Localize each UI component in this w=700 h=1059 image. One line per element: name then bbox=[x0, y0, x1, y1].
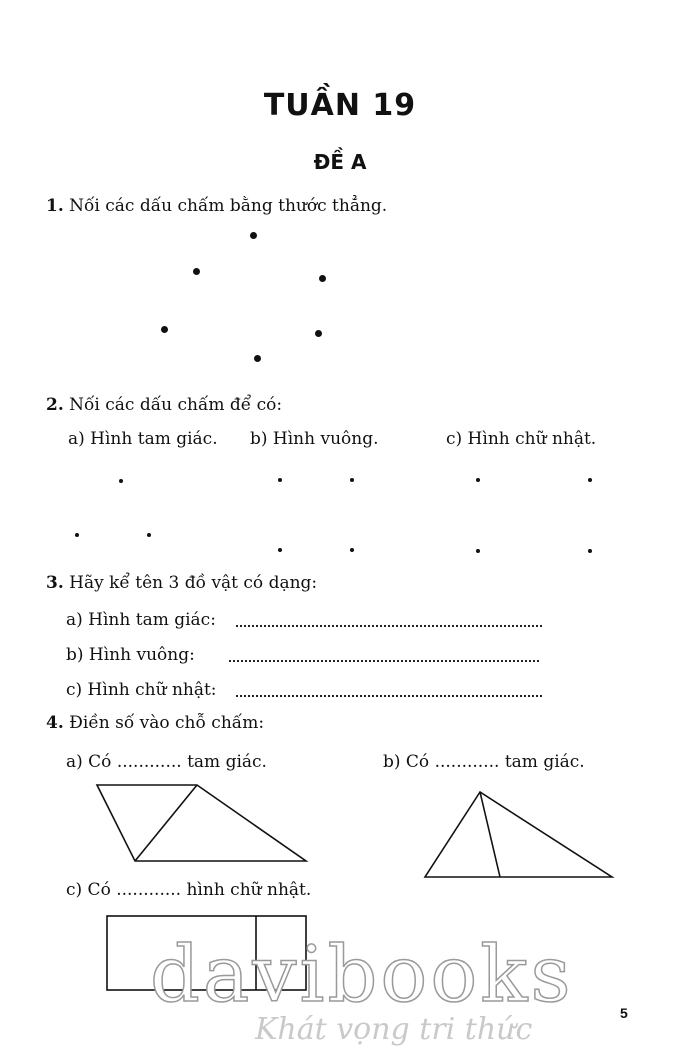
q4c-blank[interactable]: ............ bbox=[116, 880, 182, 900]
figure-4a-outline bbox=[97, 785, 306, 861]
page-number: 5 bbox=[620, 1005, 628, 1021]
q4b-prefix: b) Có bbox=[383, 752, 430, 772]
q4c-prefix: c) Có bbox=[66, 880, 111, 900]
question-4-number: 4. bbox=[46, 713, 64, 733]
figure-4b-triangles bbox=[425, 792, 612, 877]
question-2-option-b: b) Hình vuông. bbox=[250, 429, 379, 449]
question-3-option-b: b) Hình vuông: bbox=[66, 645, 195, 665]
q4c-suffix: hình chữ nhật. bbox=[186, 880, 312, 900]
watermark-slogan: Khát vọng tri thức bbox=[255, 1012, 533, 1047]
watermark-brand: davibooks bbox=[150, 930, 574, 1020]
figure-4b-divider bbox=[480, 792, 500, 877]
question-3-text: Hãy kể tên 3 đồ vật có dạng: bbox=[69, 573, 318, 593]
q4b-suffix: tam giác. bbox=[504, 752, 585, 772]
question-2-option-a: a) Hình tam giác. bbox=[68, 429, 218, 449]
question-4-option-c bbox=[66, 880, 311, 900]
question-3-number: 3. bbox=[46, 573, 64, 593]
q4b-blank[interactable]: ............ bbox=[434, 752, 500, 772]
question-4-text: Điền số vào chỗ chấm: bbox=[69, 713, 265, 733]
question-3-option-a: a) Hình tam giác: bbox=[66, 610, 216, 630]
question-1-text: Nối các dấu chấm bằng thước thẳng. bbox=[69, 196, 388, 216]
q4a-blank[interactable]: ............ bbox=[116, 752, 182, 772]
question-2-option-c: c) Hình chữ nhật. bbox=[446, 429, 597, 449]
question-1-number: 1. bbox=[46, 196, 64, 216]
question-2-text: Nối các dấu chấm để có: bbox=[69, 395, 283, 415]
figure-4b-outline bbox=[425, 792, 612, 877]
q4a-prefix: a) Có bbox=[66, 752, 112, 772]
page-subtitle: ĐỀ A bbox=[313, 150, 367, 174]
q4a-suffix: tam giác. bbox=[187, 752, 267, 772]
page-title: TUẦN 19 bbox=[263, 88, 417, 123]
question-3-option-c: c) Hình chữ nhật: bbox=[66, 680, 217, 700]
figure-4a-triangles bbox=[97, 785, 306, 861]
question-2-number: 2. bbox=[46, 395, 64, 415]
figure-4a-diagonal bbox=[135, 785, 197, 861]
